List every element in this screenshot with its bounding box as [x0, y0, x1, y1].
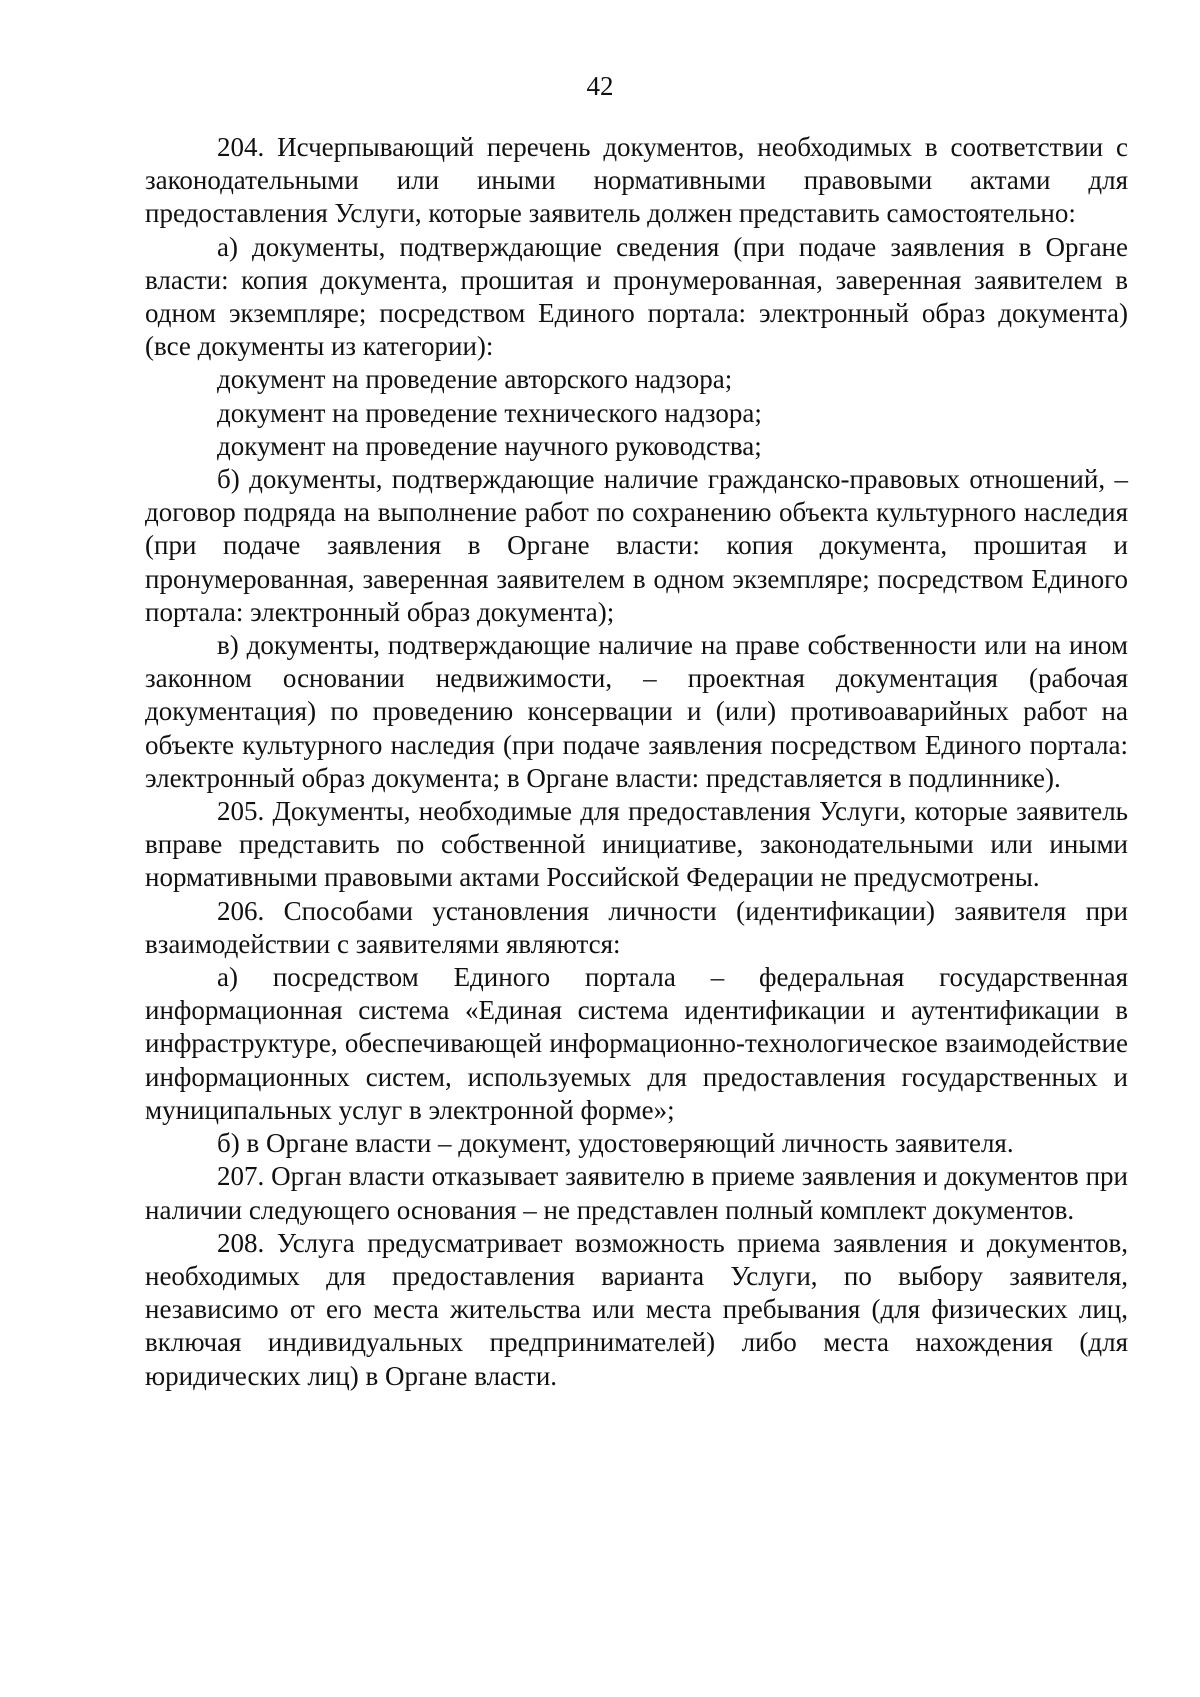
paragraph-205: 205. Документы, необходимые для предоставления Услуги, которые заявитель вправе представить по собственной инициативе, законодательными или иными нормативными правовыми актами Российской Федерации не предусмотрены.	[145, 796, 1128, 893]
page-number: 42	[586, 71, 614, 101]
paragraph-206-a: а) посредством Единого портала – федеральная государственная информационная система «Единая система идентификации и аутентификации в инфраструктуре, обеспечивающей информационно-технологическое взаимодействие информационных систем, используемых для предоставления государственных и муниципальных услуг в электронной форме»;	[145, 962, 1128, 1125]
paragraph-204: 204. Исчерпывающий перечень документов, необходимых в соответствии с законодательными или иными нормативными правовыми актами для предоставления Услуги, которые заявитель должен представить самостоятельно:	[145, 132, 1128, 229]
paragraph-206: 206. Способами установления личности (идентификации) заявителя при взаимодействии с заявителями являются:	[145, 895, 1128, 959]
document-body	[145, 131, 1128, 1393]
paragraph-204-b: б) документы, подтверждающие наличие гражданско-правовых отношений, – договор подряда на выполнение работ по сохранению объекта культурного наследия (при подаче заявления в Органе власти: копия документа, прошитая и пронумерованная, заверенная заявителем в одном экземпляре; посредством Единого портала: электронный образ документа);	[145, 464, 1128, 627]
list-item-scientific-guidance: документ на проведение научного руководства;	[217, 430, 762, 461]
paragraph-206-b: б) в Органе власти – документ, удостоверяющий личность заявителя.	[217, 1128, 1014, 1159]
paragraph-207: 207. Орган власти отказывает заявителю в приеме заявления и документов при наличии следующего основания – не представлен полный комплект документов.	[145, 1161, 1128, 1225]
list-item-author-supervision: документ на проведение авторского надзора;	[217, 364, 733, 395]
list-item-technical-supervision: документ на проведение технического надзора;	[217, 397, 762, 428]
paragraph-208: 208. Услуга предусматривает возможность приема заявления и документов, необходимых для предоставления варианта Услуги, по выбору заявителя, независимо от его места жительства или места пребывания (для физических лиц, включая индивидуальных предпринимателей) либо места нахождения (для юридических лиц) в Органе власти.	[145, 1227, 1128, 1391]
paragraph-204-a: а) документы, подтверждающие сведения (при подаче заявления в Органе власти: копия документа, прошитая и пронумерованная, заверенная заявителем в одном экземпляре; посредством Единого портала: электронный образ документа) (все документы из категории):	[145, 231, 1128, 362]
paragraph-204-v: в) документы, подтверждающие наличие на праве собственности или на ином законном основании недвижимости, – проектная документация (рабочая документация) по проведению консервации и (или) противоаварийных работ на объекте культурного наследия (при подаче заявления посредством Единого портала: электронный образ документа; в Органе власти: представляется в подлиннике).	[145, 630, 1128, 793]
